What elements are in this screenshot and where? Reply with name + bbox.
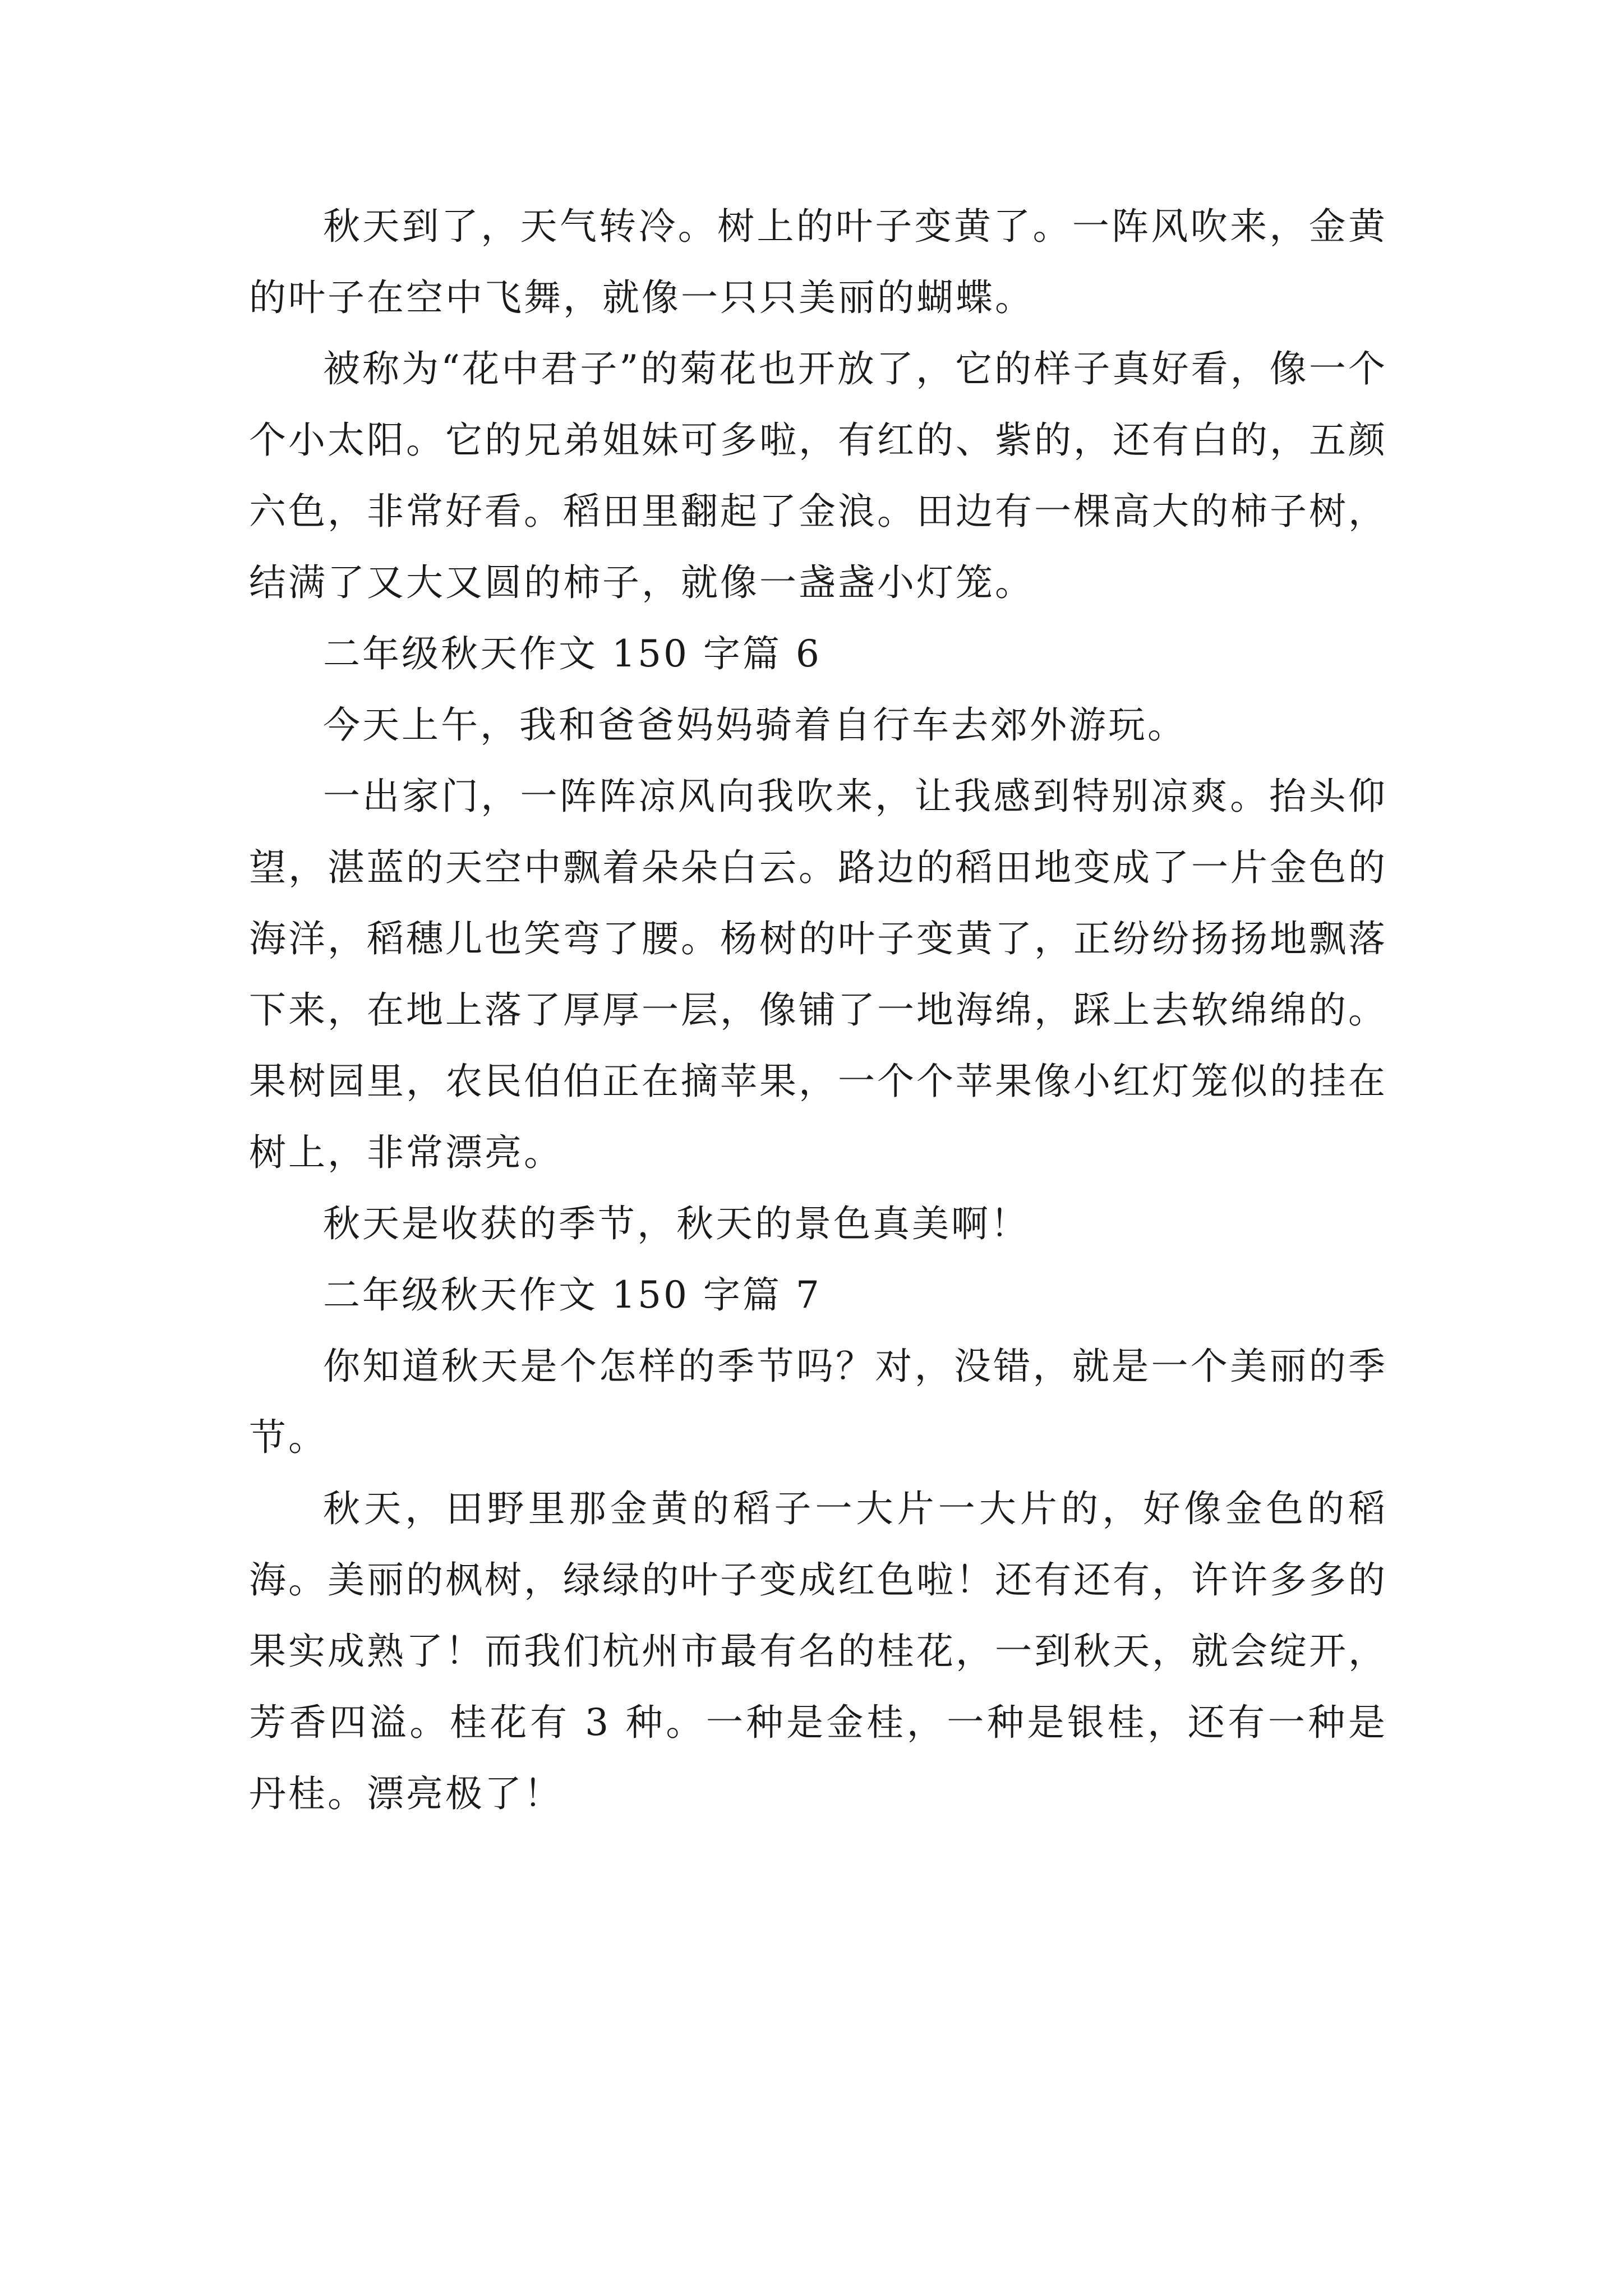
paragraph-6: 你知道秋天是个怎样的季节吗？对，没错，就是一个美丽的季节。: [249, 1345, 1387, 1459]
paragraph-2: 被称为“花中君子”的菊花也开放了，它的样子真好看，像一个个小太阳。它的兄弟姐妹可多啦，有红的、紫的，还有白的，五颜六色，非常好看。稻田里翻起了金浪。田边有一棵高大的柿子树，结满了又大又圆的柿子，就像一盏盏小灯笼。: [249, 347, 1387, 604]
section-heading-6: 二年级秋天作文 150 字篇 6: [323, 632, 822, 675]
paragraph-1: 秋天到了，天气转冷。树上的叶子变黄了。一阵风吹来，金黄的叶子在空中飞舞，就像一只只美丽的蝴蝶。: [249, 205, 1387, 319]
paragraph-5: 秋天是收获的季节，秋天的景色真美啊！: [323, 1202, 1030, 1245]
paragraph-7: 秋天，田野里那金黄的稻子一大片一大片的，好像金色的稻海。美丽的枫树，绿绿的叶子变成红色啦！还有还有，许许多多的果实成熟了！而我们杭州市最有名的桂花，一到秋天，就会绽开，芳香四溢。桂花有 3 种。一种是金桂，一种是银桂，还有一种是丹桂。漂亮极了！: [249, 1487, 1387, 1815]
paragraph-4: 一出家门，一阵阵凉风向我吹来，让我感到特别凉爽。抬头仰望，湛蓝的天空中飘着朵朵白云。路边的稻田地变成了一片金色的海洋，稻穗儿也笑弯了腰。杨树的叶子变黄了，正纷纷扬扬地飘落下来，在地上落了厚厚一层，像铺了一地海绵，踩上去软绵绵的。果树园里，农民伯伯正在摘苹果，一个个苹果像小红灯笼似的挂在树上，非常漂亮。: [249, 775, 1387, 1174]
document-body: [249, 191, 1387, 1829]
section-heading-7: 二年级秋天作文 150 字篇 7: [323, 1273, 822, 1317]
paragraph-3: 今天上午，我和爸爸妈妈骑着自行车去郊外游玩。: [323, 703, 1187, 747]
